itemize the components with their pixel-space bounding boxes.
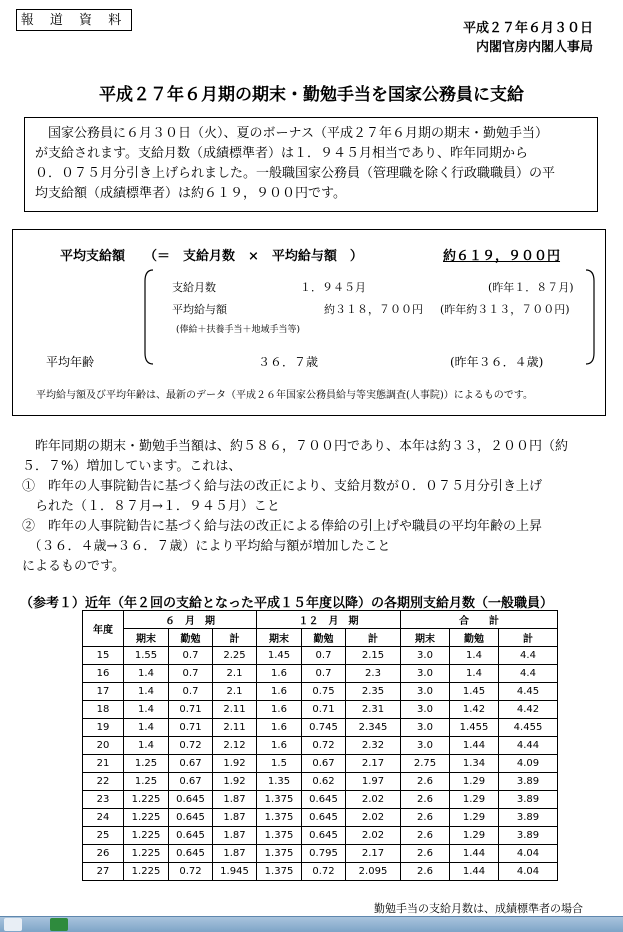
value-cell: 1.455 [450,719,499,737]
value-cell: 0.745 [302,719,346,737]
value-cell: 1.6 [257,719,302,737]
age-prev: (昨年３６．４歳) [450,355,544,369]
value-cell: 1.375 [257,809,302,827]
value-cell: 2.35 [346,683,401,701]
year-cell: 18 [83,701,124,719]
age-value: ３６．７歳 [258,355,319,369]
sub-header: 期末 [257,629,302,647]
value-cell: 1.225 [124,791,169,809]
value-cell: 1.35 [257,773,302,791]
year-cell: 16 [83,665,124,683]
value-cell: 1.25 [124,773,169,791]
value-cell: 1.25 [124,755,169,773]
sub-header: 計 [213,629,257,647]
value-cell: 1.225 [124,827,169,845]
value-cell: 2.02 [346,809,401,827]
value-cell: 1.375 [257,791,302,809]
value-cell: 2.3 [346,665,401,683]
release-date: 平成２７年６月３０日 [462,21,593,36]
salary-prev: (昨年約３１３，７００円) [440,303,570,316]
value-cell: 1.4 [124,683,169,701]
value-cell: 1.4 [124,719,169,737]
sub-header: 勤勉 [450,629,499,647]
value-cell: 2.6 [401,863,450,881]
salary-value: 約３１８，７００円 [324,303,423,316]
value-cell: 1.5 [257,755,302,773]
summary-line: 国家公務員に６月３０日（火）、夏のボーナス（平成２７年６月期の期末・勤勉手当） [35,126,548,141]
value-cell: 0.645 [302,809,346,827]
value-cell: 0.7 [169,647,213,665]
summary-line: が支給されます。支給月数（成績標準者）は１．９４５月相当であり、昨年同期から [35,146,528,161]
value-cell: 1.945 [213,863,257,881]
months-value: １．９４５月 [300,281,366,294]
value-cell: 2.1 [213,683,257,701]
formula-amount: 約６１９，９００円 [443,249,561,264]
value-cell: 4.09 [499,755,558,773]
value-cell: 3.89 [499,827,558,845]
value-cell: 4.4 [499,647,558,665]
reference-title: （参考１）近年（年２回の支給となった平成１５年度以降）の各期別支給月数（一般職員） [20,596,554,611]
age-label: 平均年齢 [46,355,95,369]
value-cell: 2.75 [401,755,450,773]
table-row [83,809,558,827]
body-line: によるものです。 [22,559,125,574]
months-label: 支給月数 [172,281,216,294]
value-cell: 3.0 [401,665,450,683]
year-cell: 24 [83,809,124,827]
value-cell: 2.12 [213,737,257,755]
header-date-block [463,19,593,57]
value-cell: 3.0 [401,683,450,701]
year-cell: 21 [83,755,124,773]
value-cell: 0.645 [169,845,213,863]
value-cell: 0.72 [169,737,213,755]
value-cell: 2.15 [346,647,401,665]
value-cell: 1.97 [346,773,401,791]
year-header: 年度 [83,611,124,647]
value-cell: 3.89 [499,773,558,791]
value-cell: 3.0 [401,737,450,755]
table-row [83,683,558,701]
value-cell: 4.42 [499,701,558,719]
value-cell: 0.7 [169,683,213,701]
value-cell: 0.7 [302,665,346,683]
formula-expression: （＝ 支給月数 × 平均給与額 ） [144,249,363,264]
value-cell: 1.87 [213,809,257,827]
value-cell: 2.02 [346,827,401,845]
value-cell: 4.455 [499,719,558,737]
summary-box [24,117,598,212]
value-cell: 3.89 [499,809,558,827]
value-cell: 2.32 [346,737,401,755]
value-cell: 0.645 [169,791,213,809]
value-cell: 2.1 [213,665,257,683]
value-cell: 3.89 [499,791,558,809]
value-cell: 1.29 [450,809,499,827]
value-cell: 1.45 [257,647,302,665]
table-body [83,647,558,881]
value-cell: 0.645 [302,791,346,809]
press-release-badge: 報 道 資 料 [16,9,132,31]
value-cell: 1.6 [257,737,302,755]
table-row [83,845,558,863]
year-cell: 19 [83,719,124,737]
value-cell: 1.55 [124,647,169,665]
value-cell: 1.45 [450,683,499,701]
value-cell: 0.795 [302,845,346,863]
value-cell: 0.67 [169,755,213,773]
sub-header: 計 [499,629,558,647]
table-row [83,755,558,773]
value-cell: 3.0 [401,719,450,737]
value-cell: 4.4 [499,665,558,683]
value-cell: 1.4 [124,737,169,755]
value-cell: 1.225 [124,845,169,863]
body-line: ② 昨年の人事院勧告に基づく給与法の改正による俸給の引上げや職員の平均年齢の上昇 [22,519,543,534]
body-text [22,437,568,577]
value-cell: 1.6 [257,701,302,719]
sub-header: 勤勉 [302,629,346,647]
value-cell: 1.375 [257,827,302,845]
value-cell: 1.42 [450,701,499,719]
value-cell: 1.6 [257,665,302,683]
year-cell: 20 [83,737,124,755]
value-cell: 0.62 [302,773,346,791]
table-row [83,791,558,809]
year-cell: 17 [83,683,124,701]
table-row [83,773,558,791]
value-cell: 4.44 [499,737,558,755]
formula-left: 平均支給額 [60,249,126,264]
value-cell: 1.29 [450,827,499,845]
value-cell: 1.225 [124,809,169,827]
value-cell: 0.72 [169,863,213,881]
right-bracket [585,269,597,365]
value-cell: 1.4 [124,701,169,719]
value-cell: 1.87 [213,791,257,809]
page-title: 平成２７年６月期の期末・勤勉手当を国家公務員に支給 [99,85,524,105]
value-cell: 2.345 [346,719,401,737]
value-cell: 0.7 [302,647,346,665]
value-cell: 2.6 [401,791,450,809]
value-cell: 1.87 [213,845,257,863]
group-header-december: １２ 月 期 [257,611,401,629]
value-cell: 2.095 [346,863,401,881]
value-cell: 0.67 [169,773,213,791]
value-cell: 0.71 [302,701,346,719]
value-cell: 2.25 [213,647,257,665]
value-cell: 1.44 [450,845,499,863]
value-cell: 1.87 [213,827,257,845]
table-row [83,737,558,755]
months-prev: (昨年１．８７月) [488,281,574,294]
value-cell: 1.4 [450,665,499,683]
table-row [83,647,558,665]
value-cell: 1.4 [450,647,499,665]
value-cell: 1.6 [257,683,302,701]
value-cell: 0.645 [169,827,213,845]
value-cell: 1.4 [124,665,169,683]
value-cell: 1.44 [450,863,499,881]
value-cell: 2.02 [346,791,401,809]
value-cell: 2.17 [346,845,401,863]
value-cell: 2.6 [401,845,450,863]
ie-taskbar-icon[interactable] [4,918,22,931]
table-row [83,719,558,737]
table-row [83,863,558,881]
table-row [83,827,558,845]
value-cell: 1.225 [124,863,169,881]
value-cell: 1.375 [257,845,302,863]
value-cell: 1.92 [213,773,257,791]
issuer: 内閣官房内閣人事局 [475,40,593,55]
body-line: （３６．４歳→３６．７歳）により平均給与額が増加したこと [22,539,391,554]
sub-header: 計 [346,629,401,647]
excel-taskbar-icon[interactable] [50,918,68,931]
body-line: 昨年同期の期末・勤勉手当額は、約５８６，７００円であり、本年は約３３，２００円（約 [22,439,569,454]
value-cell: 4.04 [499,845,558,863]
value-cell: 0.72 [302,863,346,881]
value-cell: 1.34 [450,755,499,773]
table-note: 勤勉手当の支給月数は、成績標準者の場合 [374,902,583,915]
value-cell: 1.92 [213,755,257,773]
table-row [83,701,558,719]
value-cell: 3.0 [401,647,450,665]
value-cell: 1.29 [450,773,499,791]
value-cell: 0.67 [302,755,346,773]
value-cell: 0.71 [169,719,213,737]
group-header-june: ６ 月 期 [124,611,257,629]
value-cell: 4.04 [499,863,558,881]
year-cell: 22 [83,773,124,791]
value-cell: 1.375 [257,863,302,881]
year-cell: 15 [83,647,124,665]
sub-header: 期末 [401,629,450,647]
value-cell: 2.6 [401,809,450,827]
year-cell: 23 [83,791,124,809]
value-cell: 4.45 [499,683,558,701]
value-cell: 1.44 [450,737,499,755]
value-cell: 0.71 [169,701,213,719]
summary-line: 均支給額（成績標準者）は約６１９，９００円です。 [35,186,346,201]
value-cell: 2.6 [401,827,450,845]
body-line: られた（１．８７月→１．９４５月）こと [22,499,280,514]
value-cell: 2.6 [401,773,450,791]
year-cell: 27 [83,863,124,881]
table-row [83,665,558,683]
value-cell: 0.72 [302,737,346,755]
sub-header: 勤勉 [169,629,213,647]
summary-line: ０．０７５月分引き上げられました。一般職国家公務員（管理職を除く行政職職員）の平 [35,166,556,181]
formula-footnote: 平均給与額及び平均年齢は、最新のデータ（平成２６年国家公務員給与等実態調査(人事院)）によるものです。 [36,390,534,401]
value-cell: 0.75 [302,683,346,701]
value-cell: 2.31 [346,701,401,719]
value-cell: 2.17 [346,755,401,773]
value-cell: 3.0 [401,701,450,719]
salary-note: (俸給＋扶養手当＋地域手当等) [176,325,301,335]
value-cell: 0.7 [169,665,213,683]
group-header-total: 合 計 [401,611,558,629]
value-cell: 1.29 [450,791,499,809]
sub-header: 期末 [124,629,169,647]
year-cell: 26 [83,845,124,863]
body-line: ① 昨年の人事院勧告に基づく給与法の改正により、支給月数が０．０７５月分引き上げ [22,479,543,494]
value-cell: 2.11 [213,719,257,737]
value-cell: 0.645 [169,809,213,827]
left-bracket [142,269,154,365]
taskbar [0,916,623,932]
value-cell: 0.645 [302,827,346,845]
value-cell: 2.11 [213,701,257,719]
salary-label: 平均給与額 [172,303,227,316]
year-cell: 25 [83,827,124,845]
bonus-months-table [82,610,558,881]
body-line: ５．７%）増加しています。これは、 [22,459,242,474]
